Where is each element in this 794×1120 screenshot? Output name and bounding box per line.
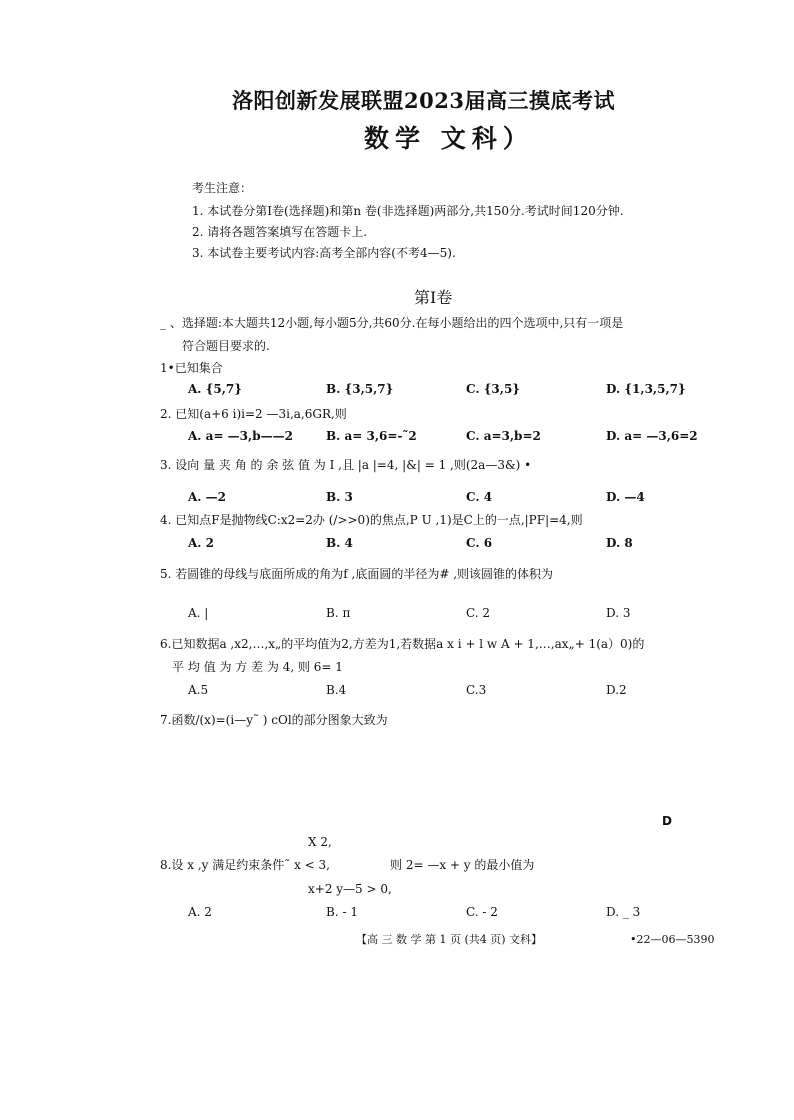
q8-option-a: A. 2 (188, 905, 212, 919)
question-8-stem: 8.设 x ,y 满足约束条件˜ x < 3, (160, 858, 330, 872)
q5-option-d: D. 3 (606, 606, 631, 620)
q4-option-b: B. 4 (326, 536, 353, 550)
q5-option-a: A. | (188, 606, 209, 620)
q6-option-c: C.3 (466, 683, 487, 697)
question-4-stem: 4. 已知点F是抛物线C:x2=2办 (/>>0)的焦点,P U ,1)是C上的一点,|PF|=4,则 (160, 513, 583, 527)
q8-constraint-top: X 2, (308, 835, 332, 849)
q4-option-a: A. 2 (188, 536, 215, 550)
question-2-stem: 2. 已知(a+6 i)i=2 —3i,a,6GR,则 (160, 407, 347, 421)
notice-item-2: 2. 请将各题答案填写在答题卡上. (192, 225, 368, 239)
q1-option-b: B. {3,5,7} (326, 382, 394, 396)
question-6-stem-line1: 6.已知数据a ,x2,…,x„的平均值为2,方差为1,若数据a x i + l w A + 1,…,ax„+ 1(a）0)的 (160, 637, 645, 651)
q4-option-d: D. 8 (606, 536, 633, 550)
section-intro-line2: 符合题目要求的. (182, 339, 270, 353)
question-6-stem-line2: 平 均 值 为 方 差 为 4, 则 6= 1 (172, 660, 343, 674)
page-footer: 【高 三 数 学 第 1 页 (共4 页) 文科】 (356, 933, 543, 946)
q2-option-a: A. a= —3,b——2 (188, 429, 293, 443)
q1-option-a: A. {5,7} (188, 382, 242, 396)
question-1-stem: 1•已知集合 (160, 361, 223, 375)
notice-heading: 考生注意： (192, 181, 253, 195)
q8-constraint-bottom: x+2 y—5 > 0, (308, 882, 392, 896)
q1-option-c: C. {3,5} (466, 382, 521, 396)
section-intro-line1: _ 、选择题:本大题共12小题,每小题5分,共60分.在每小题给出的四个选项中,只有一项是 (160, 316, 624, 330)
q8-option-d: D. _ 3 (606, 905, 641, 919)
part-label: 第Ⅰ卷 (414, 288, 453, 307)
q2-option-b: B. a= 3,6=-˜2 (326, 429, 417, 443)
q2-option-d: D. a= —3,6=2 (606, 429, 698, 443)
q4-option-c: C. 6 (466, 536, 493, 550)
exam-title: 洛阳创新发展联盟2023届高三摸底考试 (232, 88, 615, 113)
q3-option-c: C. 4 (466, 490, 493, 504)
question-7-stem: 7.函数/(x)=(i—y˜ ) cOl的部分图象大致为 (160, 713, 388, 727)
q8-option-c: C. - 2 (466, 905, 498, 919)
question-8-stem-right: 则 2= —x + y 的最小值为 (390, 858, 535, 872)
q3-option-b: B. 3 (326, 490, 353, 504)
q8-option-b: B. - 1 (326, 905, 358, 919)
q3-option-a: A. —2 (188, 490, 227, 504)
q5-option-c: C. 2 (466, 606, 491, 620)
notice-item-3: 3. 本试卷主要考试内容:高考全部内容(不考4—5). (192, 246, 456, 260)
page-code: •22—06—5390 (630, 933, 715, 946)
question-3-stem: 3. 设向 量 夹 角 的 余 弦 值 为 I ,且 |a |=4, |&| = 1 ,则(2a—3&) • (160, 458, 532, 472)
q6-option-d: D.2 (606, 683, 627, 697)
q2-option-c: C. a=3,b=2 (466, 429, 541, 443)
q6-option-a: A.5 (188, 683, 209, 697)
q6-option-b: B.4 (326, 683, 347, 697)
notice-item-1: 1. 本试卷分第Ⅰ卷(选择题)和第n 卷(非选择题)两部分,共150分.考试时间120分钟. (192, 204, 624, 218)
exam-subtitle: 数学 文科） (364, 124, 534, 153)
question-5-stem: 5. 若圆锥的母线与底面所成的角为f ,底面圆的半径为# ,则该圆锥的体积为 (160, 567, 554, 581)
q5-option-b: B. π (326, 606, 351, 620)
q3-option-d: D. —4 (606, 490, 645, 504)
q7-figure-label-d: D (662, 814, 672, 828)
q1-option-d: D. {1,3,5,7} (606, 382, 686, 396)
